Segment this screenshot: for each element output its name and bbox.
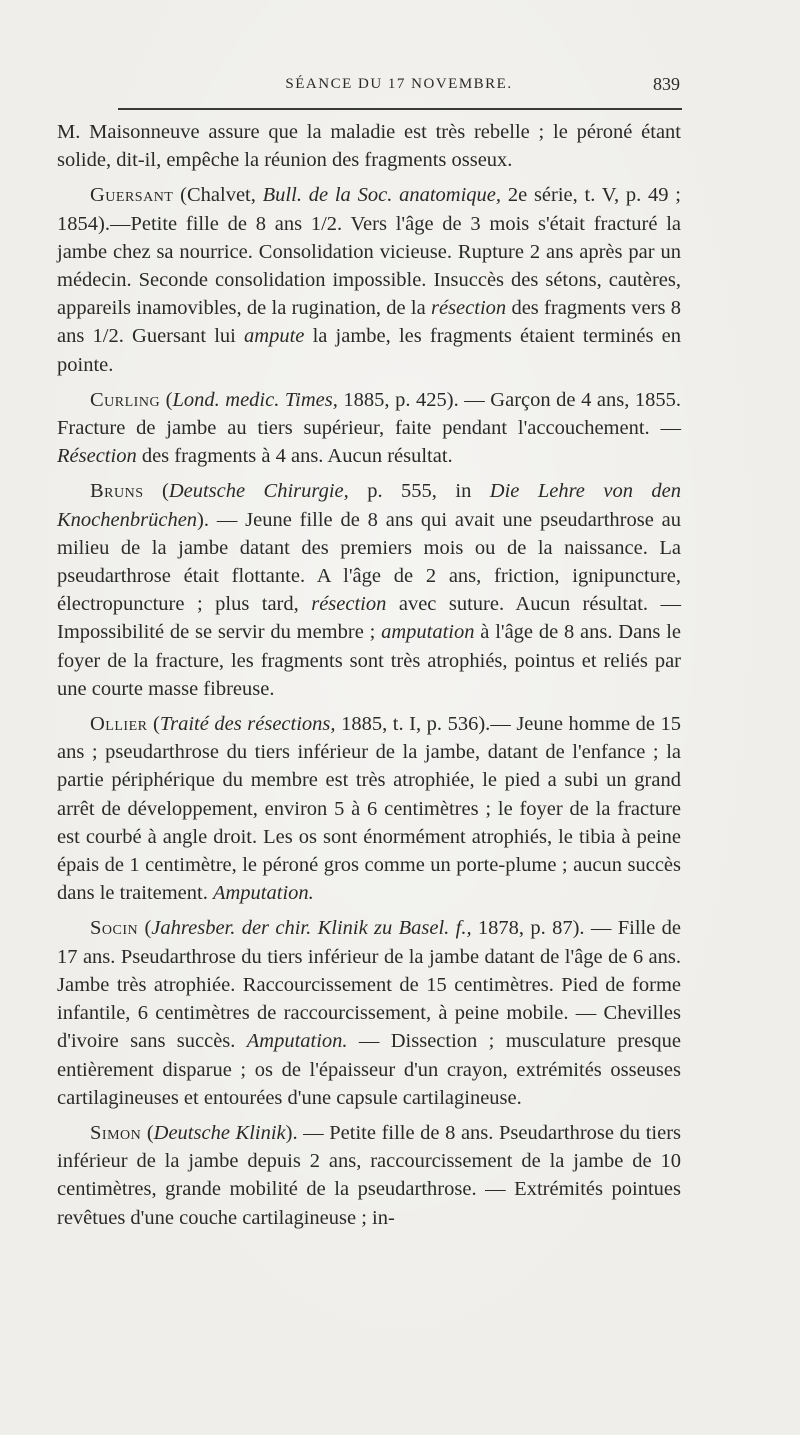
reference-title: Bull. de la Soc. anatomique, — [262, 184, 502, 207]
emphasis: Résection — [57, 445, 137, 468]
paragraph-text: ( — [141, 1121, 154, 1144]
header-rule — [118, 108, 682, 110]
paragraph-curling — [57, 386, 681, 471]
paragraph-text: 1885, p. 425). — Garçon de 4 ans, 1855. Fracture de jambe au tiers supérieur, faite pendant l'accouchement. — — [57, 388, 681, 440]
paragraph-text: ( — [143, 480, 169, 503]
paragraph-text: ). — Jeune fille de 8 ans qui avait une pseudarthrose au milieu de la jambe datant des premiers mois ou de la naissance. La pseudarthrose était flottante. A l'âge de 2 ans, friction, ignipuncture, électropuncture ; plus tard, — [57, 508, 681, 616]
paragraph-text: ( — [138, 917, 152, 940]
paragraph-text: ( — [160, 388, 173, 411]
body-text — [57, 118, 681, 1239]
case-author: Simon — [90, 1121, 142, 1144]
reference-title: Jahresber. der chir. Klinik zu Basel. f., — [151, 917, 472, 940]
case-author: Guersant — [90, 184, 174, 207]
page-number: 839 — [653, 74, 680, 94]
paragraph-maisonneuve — [57, 118, 681, 174]
emphasis: ampute — [244, 325, 305, 348]
reference-title: Deutsche Chirurgie, — [168, 480, 349, 503]
reference-title: Lond. medic. Times, — [172, 388, 338, 411]
case-author: Curling — [90, 388, 161, 411]
paragraph-text: 1885, t. I, p. 536).— Jeune homme de 15 ans ; pseudarthrose du tiers inférieur de la jambe, datant de l'enfance ; la partie périphérique du membre est très atrophiée, le pied a subi un grand arrêt de développement, environ 5 à 6 centimètres ; le foyer de la fracture est courbé à angle droit. Les os sont énormément atrophiés, le tibia à peine épais de 1 centimètre, le péroné gros comme un porte-plume ; aucun succès dans le traitement. — [57, 713, 682, 905]
paragraph-socin — [57, 914, 681, 1111]
running-head — [118, 72, 680, 98]
paragraph-text: (Chalvet, — [173, 184, 263, 207]
paragraph-text: des fragments à 4 ans. Aucun résultat. — [136, 445, 453, 468]
paragraph-text: la jambe, les fragments étaient terminés en pointe. — [57, 325, 681, 376]
paragraph-text: — Dissection ; musculature presque entièrement disparue ; os de l'épaisseur d'un crayon, extrémités osseuses cartilagineuses et entourées d'une capsule cartilagineuse. — [57, 1030, 681, 1109]
emphasis: résection — [311, 593, 387, 616]
paragraph-text: 1878, p. 87). — Fille de 17 ans. Pseudarthrose du tiers inférieur de la jambe datant de l'âge de 6 ans. Jambe très atrophiée. Raccourcissement de 15 centimètres. Pied de forme infantile, 6 centimètres de raccourcissement, à peine mobile. — Chevilles d'ivoire sans succès. — [57, 917, 682, 1053]
paragraph-text: p. 555, in — [348, 480, 490, 503]
emphasis: amputation — [381, 621, 475, 644]
paragraph-simon — [57, 1119, 681, 1232]
paragraph-text: ( — [147, 713, 160, 736]
reference-title: Die Lehre von den Knochenbrüchen — [57, 480, 681, 531]
paragraph-guersant — [57, 181, 681, 378]
emphasis: Amputation. — [212, 882, 314, 905]
case-author: Socin — [90, 917, 139, 940]
running-head-title: SÉANCE DU 17 NOVEMBRE. — [285, 76, 513, 92]
paragraph-text: des fragments vers 8 ans 1/2. Guersant lui — [57, 297, 681, 348]
reference-title: Deutsche Klinik — [153, 1121, 286, 1144]
paragraph-ollier — [57, 710, 681, 907]
emphasis: Amputation. — [246, 1030, 348, 1053]
paragraph-text: ). — Petite fille de 8 ans. Pseudarthrose du tiers inférieur de la jambe depuis 2 ans, raccourcissement de la jambe de 10 centimètres, grande mobilité de la pseudarthrose. — Extrémités pointues revêtues d'une couche cartilagineuse ; in- — [57, 1121, 681, 1229]
case-author: Bruns — [90, 480, 144, 503]
case-author: Ollier — [90, 713, 148, 736]
paragraph-text: avec suture. Aucun résultat. — Impossibilité de se servir du membre ; — [57, 593, 681, 644]
paragraph-text: à l'âge de 8 ans. Dans le foyer de la fracture, les fragments sont très atrophiés, pointus et reliés par une courte masse fibreuse. — [57, 621, 681, 700]
paragraph-text: M. Maisonneuve assure que la maladie est très rebelle ; le péroné étant solide, dit-il, empêche la réunion des fragments osseux. — [57, 121, 681, 172]
reference-title: Traité des résections, — [159, 713, 336, 736]
emphasis: résection — [431, 297, 507, 320]
paragraph-bruns — [57, 477, 681, 703]
paragraph-text: 2e série, t. V, p. 49 ; 1854).—Petite fille de 8 ans 1/2. Vers l'âge de 3 mois s'était fracturé la jambe chez sa nourrice. Consolidation vicieuse. Rupture 2 ans après par un médecin. Seconde consolidation impossible. Insuccès des sétons, cautères, appareils inamovibles, de la rugination, de la — [57, 184, 681, 320]
